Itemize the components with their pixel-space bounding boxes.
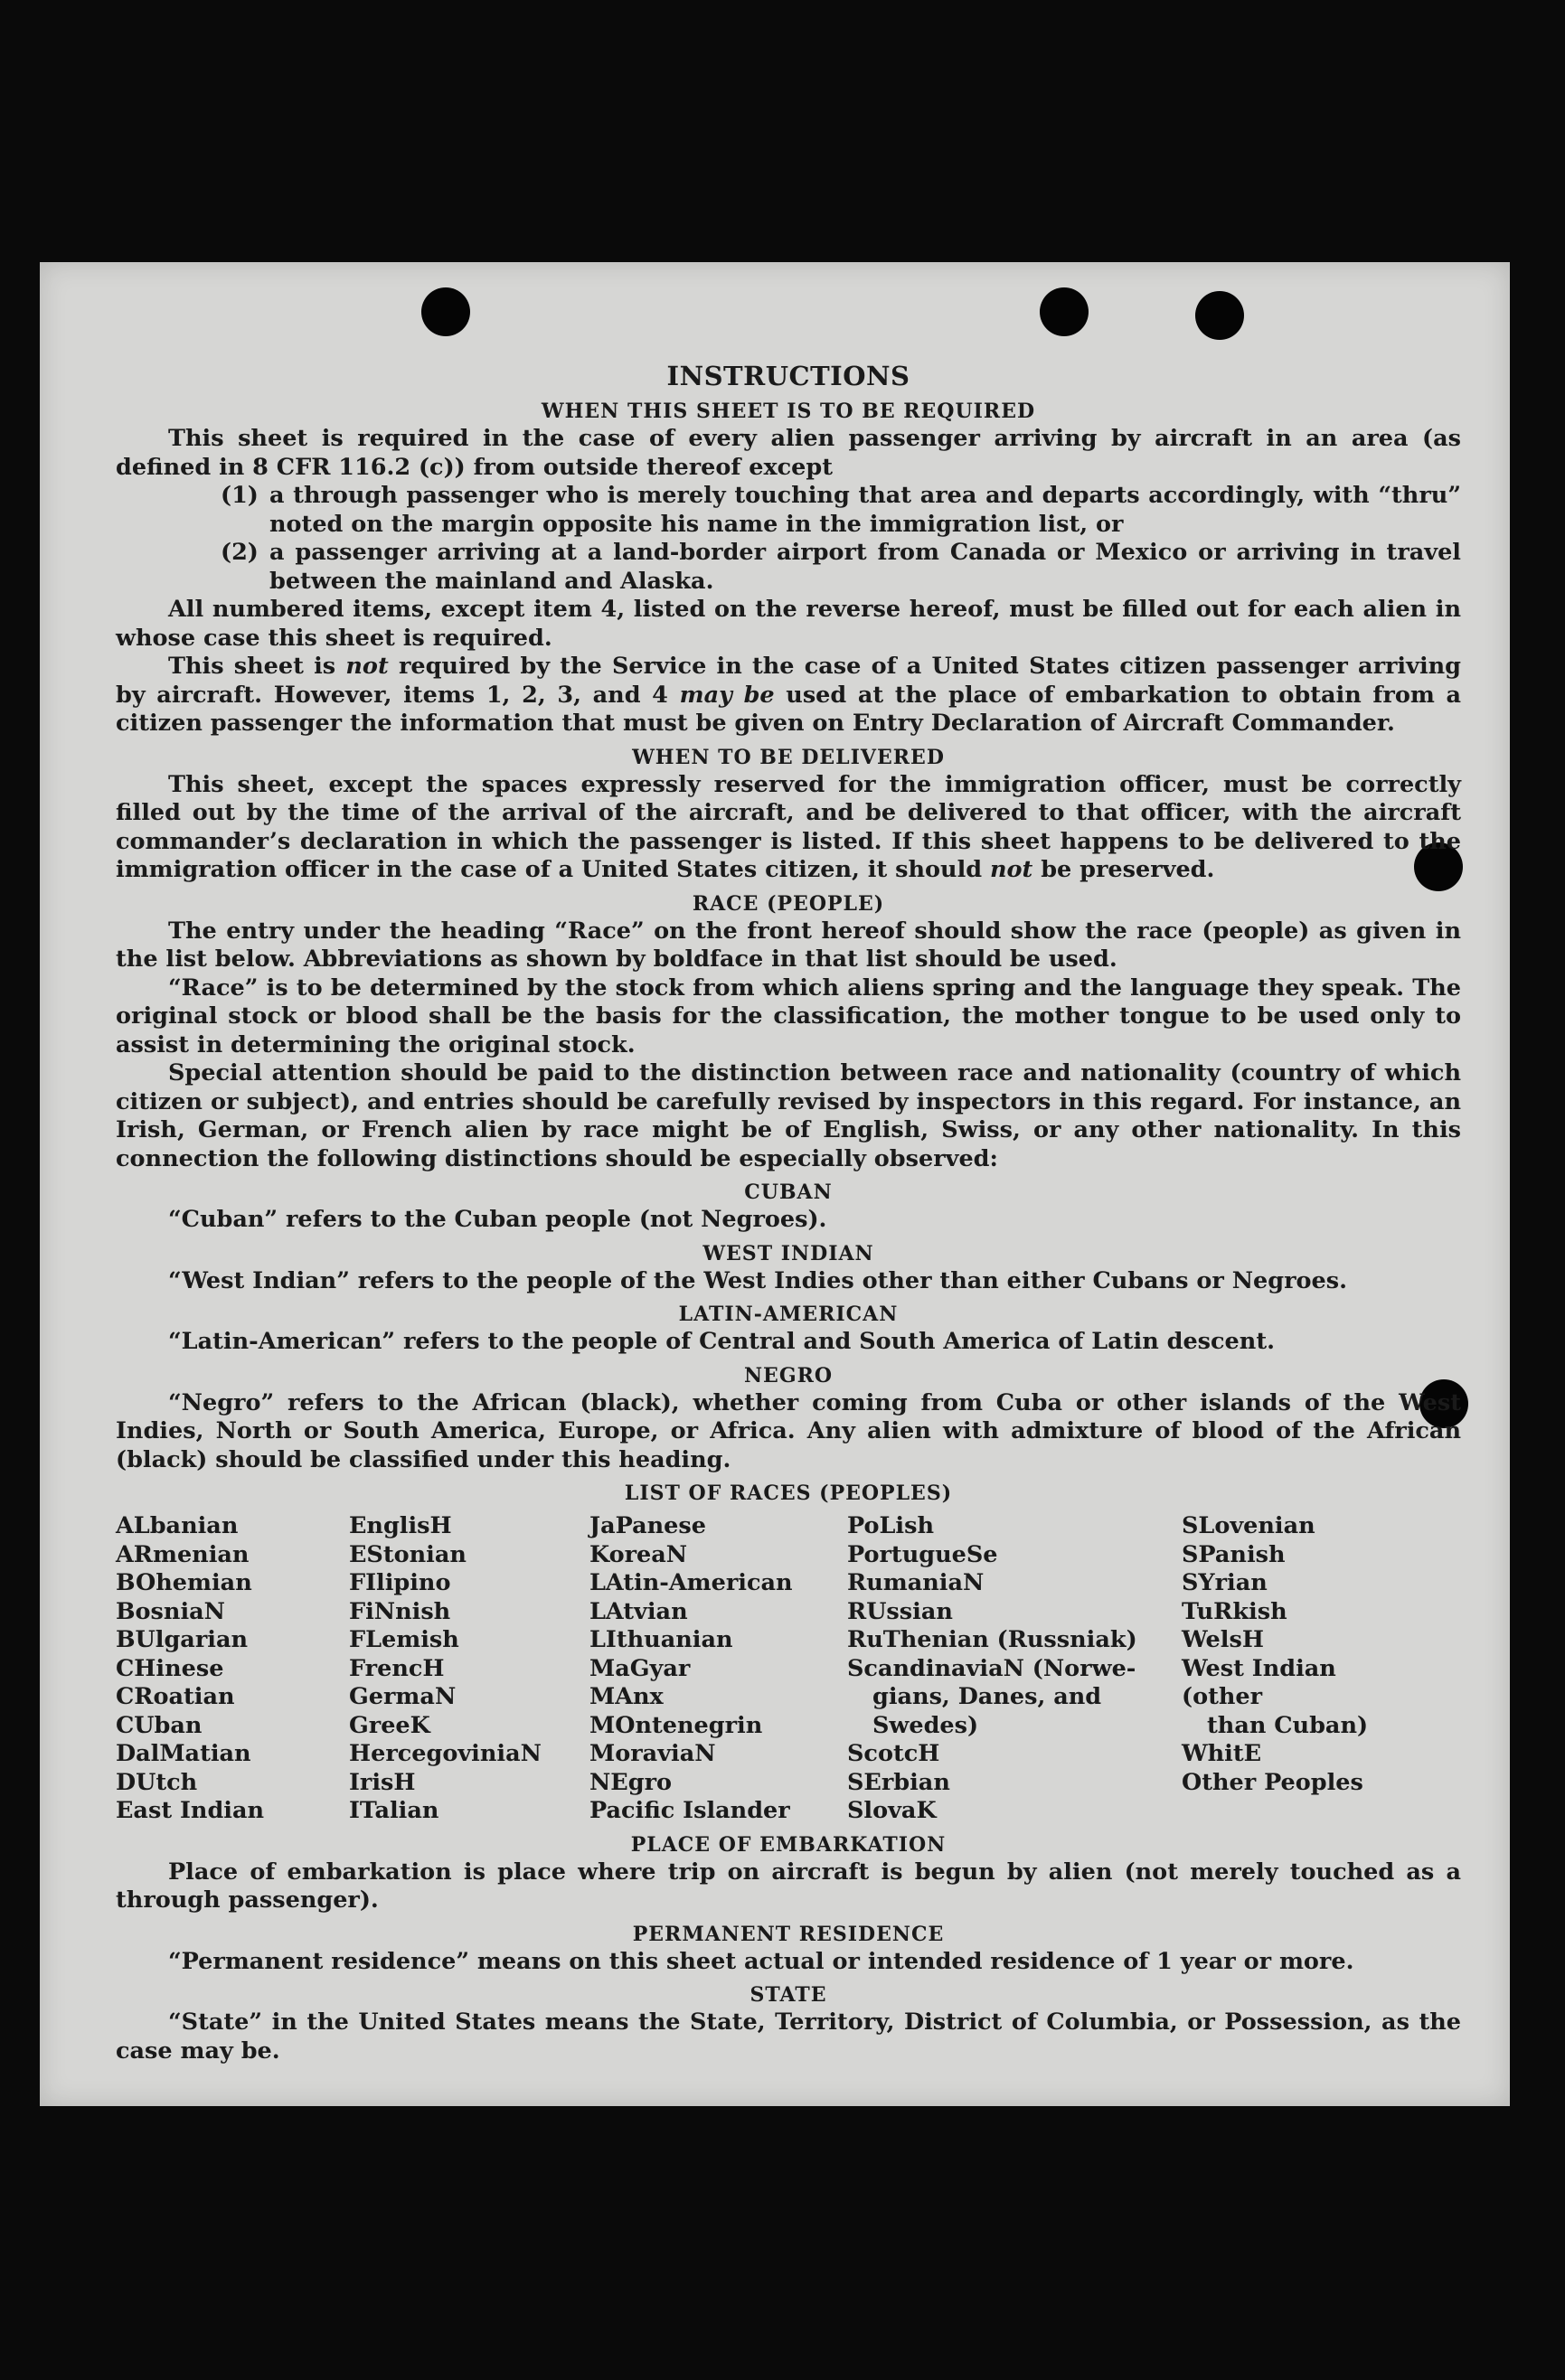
page-title: INSTRUCTIONS <box>666 361 910 391</box>
race-item: FLemish <box>349 1626 459 1653</box>
races-column <box>1182 1512 1417 1826</box>
race-item: CUban <box>116 1711 203 1739</box>
race-item: HercegoviniaN <box>349 1740 542 1767</box>
paragraph: “West Indian” refers to the people of the West Indies other than either Cubans or Negroes. <box>168 1266 1347 1294</box>
race-item: BOhemian <box>116 1569 252 1596</box>
section-heading: RACE (PEOPLE) <box>692 891 885 916</box>
race-item: EStonian <box>349 1540 467 1568</box>
race-item: SLovenian <box>1182 1512 1315 1539</box>
race-item: NEgro <box>589 1768 673 1796</box>
races-list <box>116 1512 1461 1826</box>
race-item: RumaniaN <box>847 1569 985 1596</box>
punch-hole <box>1195 291 1244 340</box>
race-item: FIlipino <box>349 1569 451 1596</box>
race-item: Pacific Islander <box>589 1797 790 1824</box>
paragraph: “Permanent residence” means on this sheet actual or intended residence of 1 year or more. <box>168 1947 1354 1975</box>
race-item: MOntenegrin <box>589 1711 763 1739</box>
race-item: BosniaN <box>116 1597 225 1625</box>
paragraph: “Race” is to be determined by the stock from which aliens spring and the language they speak. The original stock or blood shall be the basis for the classification, the mother tongue to be used only to assist in determining the original stock. <box>116 974 1461 1058</box>
section-heading: NEGRO <box>743 1363 834 1388</box>
race-item: ITalian <box>349 1797 439 1824</box>
race-item: RuThenian (Russniak) <box>847 1626 1137 1653</box>
race-item: ScotcH <box>847 1740 940 1767</box>
race-item: MAnx <box>589 1683 664 1710</box>
race-item: ALbanian <box>116 1512 239 1539</box>
list-item: (2) a passenger arriving at a land-border airport from Canada or Mexico or arriving in travel between the mainland and Alaska. <box>221 539 1461 595</box>
race-item: IrisH <box>349 1768 416 1796</box>
section-heading: WHEN TO BE DELIVERED <box>632 745 945 769</box>
race-item: LIthuanian <box>589 1626 733 1653</box>
race-item: RUssian <box>847 1597 953 1625</box>
race-item: MoraviaN <box>589 1740 716 1767</box>
race-item: LAtvian <box>589 1597 688 1625</box>
races-column <box>349 1512 589 1826</box>
race-item: CRoatian <box>116 1683 235 1710</box>
race-item: GermaN <box>349 1683 457 1710</box>
race-item: FrencH <box>349 1654 445 1682</box>
paragraph: Special attention should be paid to the distinction between race and nationality (country of which citizen or subject), and entries should be carefully revised by inspectors in this regard. For instance, an Irish, German, or French alien by race might be of English, Swiss, or any other nationality. In this connection the following distinctions should be especially observed: <box>116 1059 1461 1172</box>
paragraph: The entry under the heading “Race” on the front hereof should show the race (people) as given in the list below. Abbreviations as shown by boldface in that list should be used. <box>116 917 1461 973</box>
section-heading: WHEN THIS SHEET IS TO BE REQUIRED <box>541 400 1036 423</box>
race-item: SlovaK <box>847 1797 937 1824</box>
section-heading: PERMANENT RESIDENCE <box>632 1922 945 1946</box>
race-item: SPanish <box>1182 1540 1286 1568</box>
race-item: ScandinaviaN (Norwe- <box>847 1654 1136 1682</box>
race-item: MaGyar <box>589 1654 691 1682</box>
race-item: SYrian <box>1182 1569 1268 1596</box>
race-item: LAtin-American <box>589 1569 793 1596</box>
race-item: ARmenian <box>116 1540 250 1568</box>
race-item: GreeK <box>349 1711 430 1739</box>
paragraph: “Negro” refers to the African (black), whether coming from Cuba or other islands of the West Indies, North or South America, Europe, or Africa. Any alien with admixture of blood of the African (black) should be classified under this heading. <box>116 1388 1461 1473</box>
race-item: TuRkish <box>1182 1597 1287 1625</box>
race-item: WhitE <box>1182 1740 1262 1767</box>
race-item: gians, Danes, and <box>872 1683 1102 1710</box>
races-column <box>116 1512 349 1826</box>
race-item: than Cuban) <box>1207 1711 1369 1739</box>
section-heading: PLACE OF EMBARKATION <box>630 1832 947 1857</box>
race-item: FiNnish <box>349 1597 451 1625</box>
list-item: (1) a through passenger who is merely touching that area and departs accordingly, with “thru” noted on the margin opposite his name in the immigration list, or <box>221 482 1461 538</box>
race-item: DalMatian <box>116 1740 251 1767</box>
punch-hole <box>421 287 470 336</box>
race-item: JaPanese <box>589 1512 706 1539</box>
race-item: BUlgarian <box>116 1626 249 1653</box>
paragraph: “Latin-American” refers to the people of Central and South America of Latin descent. <box>168 1328 1275 1355</box>
instructions-content <box>116 360 1461 2065</box>
race-item: CHinese <box>116 1654 224 1682</box>
race-item: SErbian <box>847 1768 950 1796</box>
race-item: KoreaN <box>589 1540 688 1568</box>
paragraph: Place of embarkation is place where trip on aircraft is begun by alien (not merely touched as a through passenger). <box>116 1858 1461 1914</box>
race-item: PortugueSe <box>847 1540 998 1568</box>
race-item: DUtch <box>116 1768 198 1796</box>
paragraph: “State” in the United States means the State, Territory, District of Columbia, or Possession, as the case may be. <box>116 2008 1461 2065</box>
section-heading: CUBAN <box>744 1181 833 1204</box>
race-item: West Indian (other <box>1182 1654 1336 1710</box>
paragraph: This sheet is not required by the Service in the case of a United States citizen passenger arriving by aircraft. However, items 1, 2, 3, and 4 may be used at the place of embarkation to obtain from a citizen passenger the information that must be given on Entry Declaration of Aircraft Commander. <box>116 653 1461 737</box>
document-sheet <box>40 262 1510 2106</box>
paragraph: “Cuban” refers to the Cuban people (not Negroes). <box>168 1206 827 1233</box>
race-item: WelsH <box>1182 1626 1264 1653</box>
section-heading: STATE <box>750 1983 827 2007</box>
paragraph: All numbered items, except item 4, listed on the reverse hereof, must be filled out for each alien in whose case this sheet is required. <box>116 596 1461 652</box>
race-item: Other Peoples <box>1182 1768 1363 1796</box>
section-heading: WEST INDIAN <box>702 1241 874 1265</box>
race-item: Swedes) <box>872 1711 979 1739</box>
punch-hole <box>1040 287 1089 336</box>
race-item: PoLish <box>847 1512 935 1539</box>
paragraph: This sheet, except the spaces expressly reserved for the immigration officer, must be correctly filled out by the time of the arrival of the aircraft, and be delivered to that officer, with the aircraft commander’s declaration in which the passenger is listed. If this sheet happens to be delivered to the immigration officer in the case of a United States citizen, it should not be preserved. <box>116 770 1461 883</box>
section-heading: LATIN-AMERICAN <box>678 1303 899 1326</box>
section-heading: LIST OF RACES (PEOPLES) <box>624 1482 953 1505</box>
races-column <box>847 1512 1182 1826</box>
races-column <box>589 1512 847 1826</box>
race-item: EnglisH <box>349 1512 452 1539</box>
race-item: East Indian <box>116 1797 265 1824</box>
paragraph: This sheet is required in the case of every alien passenger arriving by aircraft in an area (as defined in 8 CFR 116.2 (c)) from outside thereof except <box>116 425 1461 481</box>
